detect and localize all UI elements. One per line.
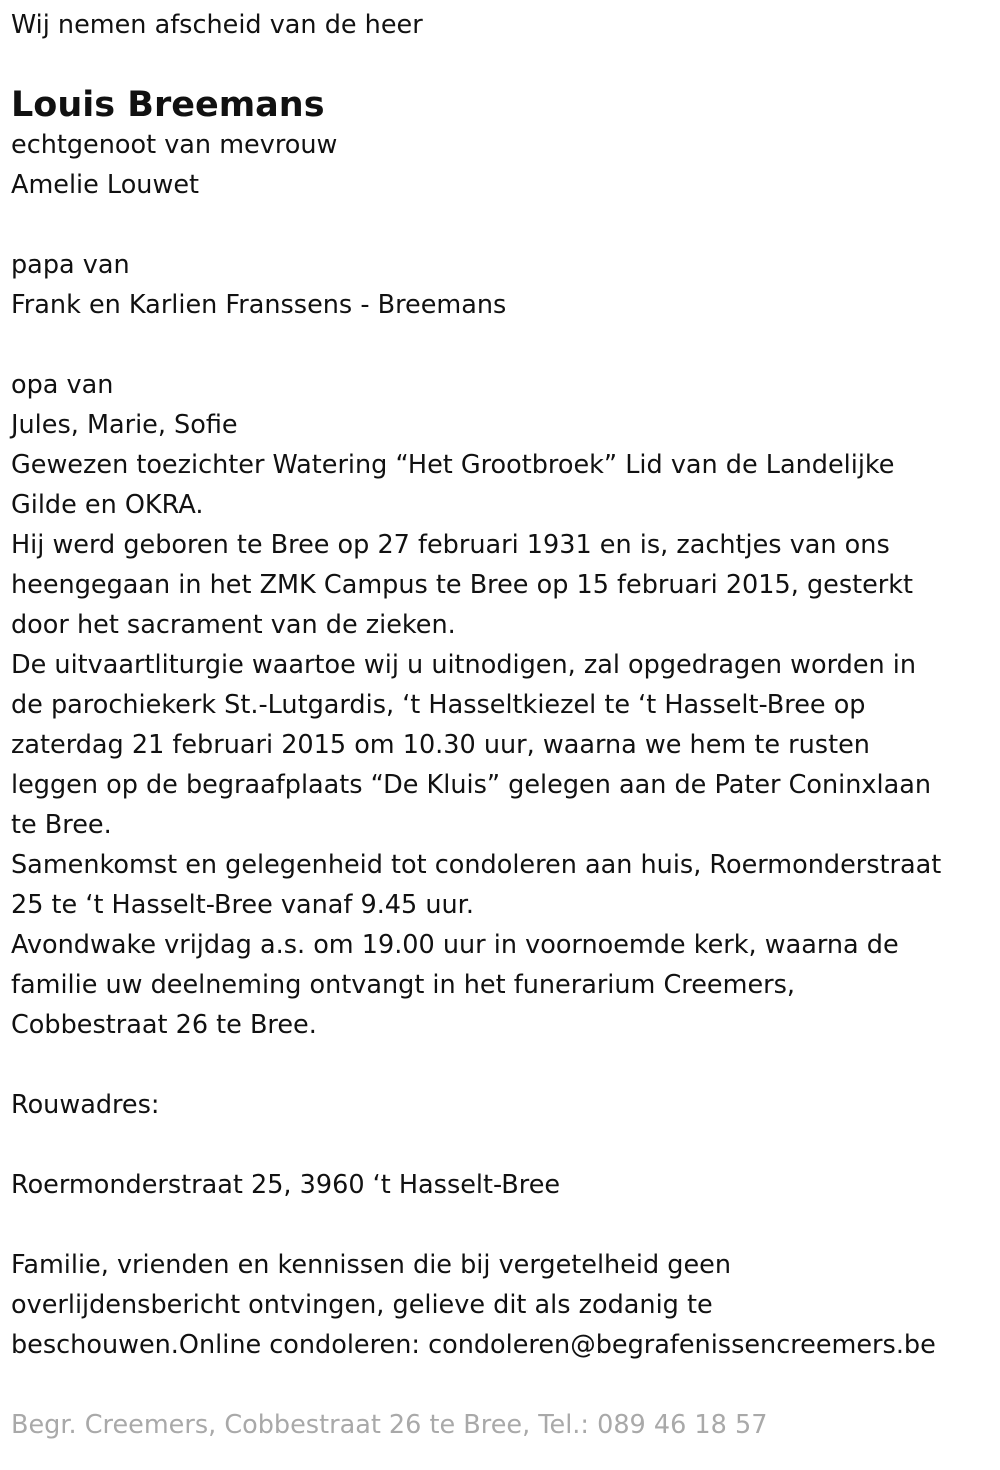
spacer [11,1365,991,1405]
body-line: leggen op de begraafplaats “De Kluis” gelegen aan de Pater Coninxlaan [11,770,932,800]
spacer [11,205,991,245]
body-line: Cobbestraat 26 te Bree. [11,1010,317,1040]
intro-text: Wij nemen afscheid van de heer [11,10,423,40]
body-line: heengegaan in het ZMK Campus te Bree op 15 februari 2015, gesterkt [11,570,914,600]
spacer [11,1205,991,1245]
body-line: Gilde en OKRA. [11,490,204,520]
grandchildren-label: opa van [11,370,114,400]
closing-line: Familie, vrienden en kennissen die bij vergetelheid geen [11,1250,731,1280]
obituary-notice [11,5,991,1445]
mourning-address: Roermonderstraat 25, 3960 ‘t Hasselt-Bree [11,1170,561,1200]
body-line: te Bree. [11,810,112,840]
body-line: Gewezen toezichter Watering “Het Grootbroek” Lid van de Landelijke [11,450,895,480]
body-line: door het sacrament van de zieken. [11,610,456,640]
closing-line: beschouwen.Online condoleren: condoleren@begrafenissencreemers.be [11,1330,936,1360]
spacer [11,1125,991,1165]
spouse-name: Amelie Louwet [11,170,200,200]
grandchildren-names: Jules, Marie, Sofie [11,410,238,440]
body-line: 25 te ‘t Hasselt-Bree vanaf 9.45 uur. [11,890,474,920]
spacer [11,1045,991,1085]
spacer [11,325,991,365]
body-line: de parochiekerk St.-Lutgardis, ‘t Hasseltkiezel te ‘t Hasselt-Bree op [11,690,866,720]
closing-line: overlijdensbericht ontvingen, gelieve dit als zodanig te [11,1290,713,1320]
body-line: familie uw deelneming ontvangt in het funerarium Creemers, [11,970,796,1000]
body-line: zaterdag 21 februari 2015 om 10.30 uur, waarna we hem te rusten [11,730,870,760]
deceased-name: Louis Breemans [11,85,325,125]
mourning-address-label: Rouwadres: [11,1090,160,1120]
body-line: Hij werd geboren te Bree op 27 februari 1931 en is, zachtjes van ons [11,530,890,560]
children-names: Frank en Karlien Franssens - Breemans [11,290,507,320]
spouse-label: echtgenoot van mevrouw [11,130,338,160]
funeral-home-footer: Begr. Creemers, Cobbestraat 26 te Bree, Tel.: 089 46 18 57 [11,1410,768,1440]
body-line: De uitvaartliturgie waartoe wij u uitnodigen, zal opgedragen worden in [11,650,917,680]
children-label: papa van [11,250,130,280]
body-line: Avondwake vrijdag a.s. om 19.00 uur in voornoemde kerk, waarna de [11,930,899,960]
body-line: Samenkomst en gelegenheid tot condoleren aan huis, Roermonderstraat [11,850,942,880]
